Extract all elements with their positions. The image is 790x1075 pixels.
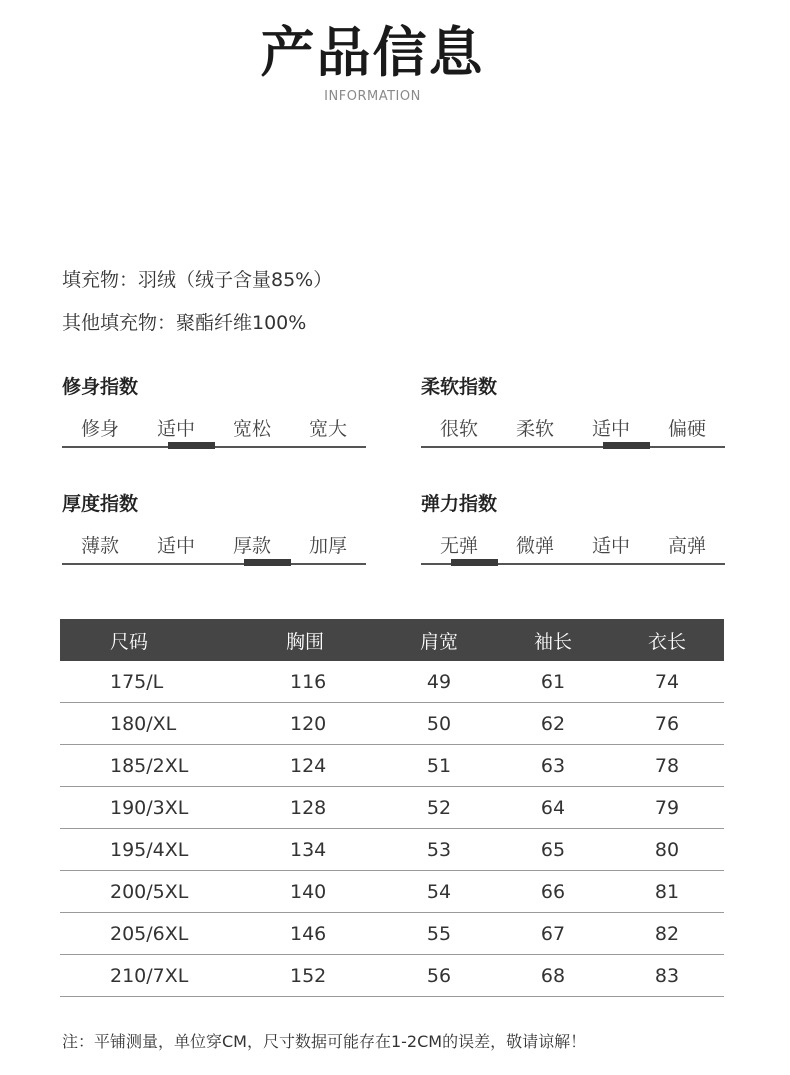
table-cell: 140: [246, 871, 382, 913]
table-header-cell: 胸围: [246, 619, 382, 661]
table-header-cell: 肩宽: [382, 619, 496, 661]
table-cell: 128: [246, 787, 382, 829]
table-cell: 61: [496, 661, 610, 703]
table-header-row: [60, 619, 724, 661]
index-option: 高弹: [667, 535, 706, 557]
table-cell: 146: [246, 913, 382, 955]
index-option: 微弹: [515, 535, 554, 557]
index-marker: [603, 442, 650, 449]
table-cell: 67: [496, 913, 610, 955]
table-cell: 64: [496, 787, 610, 829]
page-subtitle: INFORMATION: [324, 89, 421, 104]
index-marker: [244, 559, 291, 566]
index-option: 适中: [591, 418, 630, 440]
index-track: [421, 446, 725, 448]
size-table: [60, 619, 724, 997]
index-options: [421, 414, 725, 444]
table-header-cell: 袖长: [496, 619, 610, 661]
table-cell: 79: [610, 787, 724, 829]
index-option: 适中: [156, 418, 195, 440]
table-cell: 62: [496, 703, 610, 745]
index-title: 弹力指数: [421, 493, 498, 515]
table-cell: 56: [382, 955, 496, 997]
table-cell: 200/5XL: [60, 871, 246, 913]
table-row: [60, 787, 724, 829]
table-row: [60, 955, 724, 997]
table-cell: 120: [246, 703, 382, 745]
table-cell: 50: [382, 703, 496, 745]
table-cell: 66: [496, 871, 610, 913]
table-header-cell: 衣长: [610, 619, 724, 661]
index-options: [62, 531, 366, 561]
table-row: [60, 745, 724, 787]
softness-index: [421, 372, 725, 462]
table-cell: 152: [246, 955, 382, 997]
table-header-cell: 尺码: [60, 619, 246, 661]
fit-index: [62, 372, 366, 462]
table-cell: 205/6XL: [60, 913, 246, 955]
table-cell: 195/4XL: [60, 829, 246, 871]
table-cell: 134: [246, 829, 382, 871]
index-option: 适中: [591, 535, 630, 557]
table-cell: 65: [496, 829, 610, 871]
table-cell: 74: [610, 661, 724, 703]
page-title: 产品信息: [260, 21, 485, 84]
table-cell: 82: [610, 913, 724, 955]
table-cell: 52: [382, 787, 496, 829]
table-row: [60, 913, 724, 955]
table-row: [60, 703, 724, 745]
table-cell: 81: [610, 871, 724, 913]
index-option: 适中: [156, 535, 195, 557]
table-cell: 185/2XL: [60, 745, 246, 787]
table-cell: 80: [610, 829, 724, 871]
index-title: 修身指数: [62, 376, 139, 398]
other-fill-material-text: 其他填充物：聚酯纤维100%: [62, 312, 307, 334]
index-option: 厚款: [232, 535, 271, 557]
index-options: [62, 414, 366, 444]
table-row: [60, 829, 724, 871]
table-cell: 210/7XL: [60, 955, 246, 997]
table-row: [60, 661, 724, 703]
table-cell: 116: [246, 661, 382, 703]
table-cell: 180/XL: [60, 703, 246, 745]
table-cell: 124: [246, 745, 382, 787]
table-cell: 55: [382, 913, 496, 955]
index-marker: [168, 442, 215, 449]
index-option: 宽松: [232, 418, 271, 440]
index-option: 修身: [80, 418, 119, 440]
index-option: 很软: [439, 418, 478, 440]
table-cell: 68: [496, 955, 610, 997]
index-option: 柔软: [515, 418, 554, 440]
index-option: 宽大: [308, 418, 347, 440]
table-cell: 53: [382, 829, 496, 871]
measurement-note: 注：平铺测量，单位穿CM，尺寸数据可能存在1-2CM的误差，敬请谅解！: [62, 1032, 587, 1051]
table-cell: 54: [382, 871, 496, 913]
table-cell: 49: [382, 661, 496, 703]
index-option: 偏硬: [667, 418, 706, 440]
table-cell: 76: [610, 703, 724, 745]
index-option: 无弹: [439, 535, 478, 557]
thickness-index: [62, 489, 366, 579]
index-options: [421, 531, 725, 561]
table-cell: 190/3XL: [60, 787, 246, 829]
table-row: [60, 871, 724, 913]
index-option: 加厚: [308, 535, 347, 557]
table-cell: 63: [496, 745, 610, 787]
index-title: 柔软指数: [421, 376, 498, 398]
index-title: 厚度指数: [62, 493, 139, 515]
table-cell: 83: [610, 955, 724, 997]
index-option: 薄款: [80, 535, 119, 557]
fill-material-text: 填充物：羽绒（绒子含量85%）: [62, 269, 333, 291]
index-track: [62, 563, 366, 565]
table-cell: 51: [382, 745, 496, 787]
table-cell: 78: [610, 745, 724, 787]
elasticity-index: [421, 489, 725, 579]
table-cell: 175/L: [60, 661, 246, 703]
index-marker: [451, 559, 498, 566]
